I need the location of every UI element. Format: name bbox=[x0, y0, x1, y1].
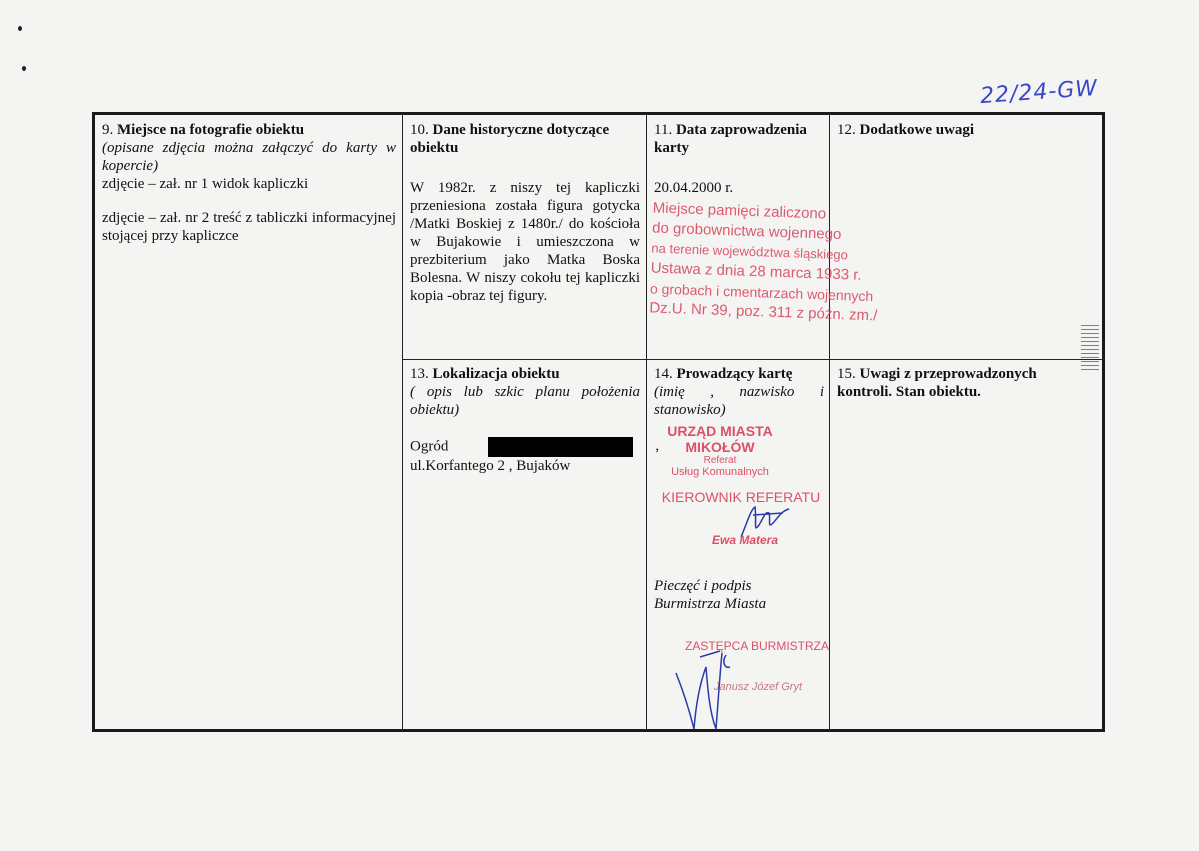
head-stamp: KIEROWNIK REFERATU bbox=[661, 489, 821, 505]
stamp-name: Ewa Matera bbox=[711, 533, 779, 547]
cell-photo-location bbox=[98, 119, 400, 247]
cell-title: Uwagi z przeprowadzonych kontroli. Stan obiektu. bbox=[837, 366, 1037, 400]
cell-title: Prowadzący kartę bbox=[676, 366, 793, 382]
scan-speck bbox=[22, 66, 26, 71]
historical-text: W 1982r. z niszy tej kapliczki przeniesiona została figura gotycka /Matki Boskiej z 1480r./ do kościoła w Bujakowie i umieszczona w prezbiterium jako Matka Boska Bolesna. W niszy cokołu tej kapliczki kopia -obraz tej figury. bbox=[410, 180, 640, 304]
cell-location bbox=[406, 363, 660, 477]
stamp-line: na terenie województwa śląskiego bbox=[651, 240, 849, 263]
stamp-line: Miejsce pamięci zaliczono bbox=[652, 199, 827, 223]
cell-additional-notes bbox=[833, 119, 1098, 141]
record-table bbox=[92, 112, 1105, 732]
row-divider bbox=[402, 359, 1102, 360]
cell-number: 14. bbox=[654, 366, 673, 382]
stamp-line: URZĄD MIASTA bbox=[667, 423, 773, 439]
cell-record-keeper bbox=[650, 363, 828, 421]
record-date-value: 20.04.2000 r. bbox=[654, 180, 734, 196]
cell-title: Miejsce na fotografie obiektu bbox=[117, 122, 305, 138]
deputy-signature-mark bbox=[670, 643, 745, 733]
cell-record-date bbox=[650, 119, 828, 199]
deputy-name: Janusz Józef Gryt bbox=[713, 681, 803, 693]
stamp-line: do grobownictwa wojennego bbox=[651, 219, 842, 244]
cell-number: 9. bbox=[102, 122, 114, 138]
stamp-line: Ustawa z dnia 28 marca 1933 r. bbox=[650, 259, 862, 284]
mayor-seal-caption: Pieczęć i podpis Burmistrza Miasta bbox=[654, 578, 767, 612]
war-graves-stamp bbox=[649, 198, 913, 327]
cell-number: 15. bbox=[837, 366, 856, 382]
cell-title: Dodatkowe uwagi bbox=[859, 122, 975, 138]
cell-inspection-notes bbox=[833, 363, 1098, 403]
deputy-stamp: ZASTĘPCA BURMISTRZA bbox=[684, 639, 830, 653]
cell-title: Data zaprowadzenia karty bbox=[654, 122, 807, 156]
address-street: ul.Korfantego 2 , Bujaków bbox=[410, 458, 571, 474]
stamp-line: Dz.U. Nr 39, poz. 311 z późn. zm./ bbox=[649, 299, 878, 325]
stamp-line: Referat bbox=[703, 455, 737, 466]
handwritten-reference: 22/24-GW bbox=[979, 75, 1099, 110]
cell-number: 11. bbox=[654, 122, 673, 138]
column-divider bbox=[646, 115, 647, 729]
redacted-block bbox=[488, 437, 633, 457]
cell-historical-data bbox=[406, 119, 644, 307]
cell-number: 12. bbox=[837, 122, 856, 138]
photo-attachment-1: zdjęcie – zał. nr 1 widok kapliczki bbox=[102, 176, 309, 192]
photo-attachment-2: zdjęcie – zał. nr 2 treść z tabliczki informacyjnej stojącej przy kapliczce bbox=[102, 210, 396, 244]
stamp-line: MIKOŁÓW bbox=[685, 439, 755, 455]
cell-subtitle: (imię , nazwisko i stanowisko) bbox=[654, 384, 824, 418]
office-stamp bbox=[655, 423, 785, 478]
cell-subtitle: ( opis lub szkic planu położenia obiektu) bbox=[410, 384, 640, 418]
cell-number: 10. bbox=[410, 122, 429, 138]
scan-speck bbox=[18, 26, 22, 31]
cell-title: Dane historyczne dotyczące obiektu bbox=[410, 122, 610, 156]
cell-number: 13. bbox=[410, 366, 429, 382]
cell-title: Lokalizacja obiektu bbox=[432, 366, 560, 382]
address-garden: Ogród bbox=[410, 438, 449, 455]
stamp-line: Usług Komunalnych bbox=[671, 466, 769, 478]
stamp-line: o grobach i cmentarzach wojennych bbox=[649, 280, 874, 305]
cell-subtitle: (opisane zdjęcia można załączyć do karty w kopercie) bbox=[102, 140, 396, 174]
column-divider bbox=[402, 115, 403, 729]
address-comma: , bbox=[655, 438, 660, 455]
